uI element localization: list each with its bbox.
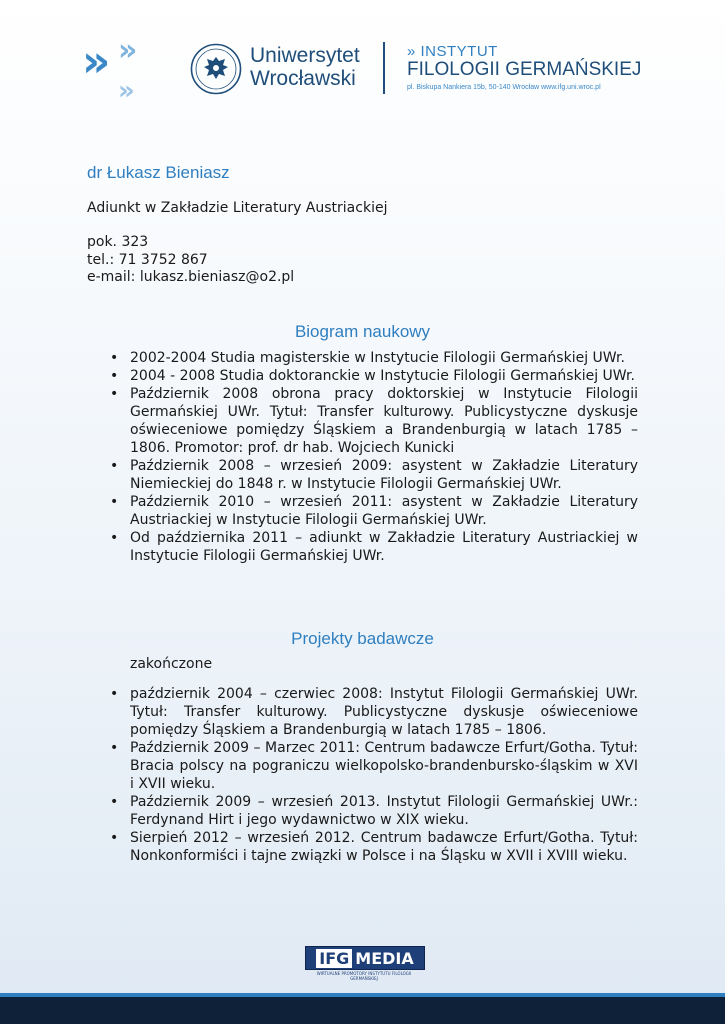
list-item: • Październik 2010 – wrzesień 2011: asystent w Zakładzie Literatury Austriackiej w Instytucie Filologii Germańskiej UWr. xyxy=(130,493,638,529)
list-item: • Październik 2009 – wrzesień 2013. Instytut Filologii Germańskiej UWr.: Ferdynand Hirt i jego wydawnictwo w XIX wieku. xyxy=(130,793,638,829)
university-name-line1: Uniwersytet xyxy=(250,44,360,67)
page-header xyxy=(0,0,725,120)
chevron-logo-icon: » xyxy=(118,76,135,106)
list-item: • Od października 2011 – adiunkt w Zakładzie Literatury Austriackiej w Instytucie Filologii Germańskiej UWr. xyxy=(130,529,638,565)
list-item: • Sierpień 2012 – wrzesień 2012. Centrum badawcze Erfurt/Gotha. Tytuł: Nonkonformiści i tajne związki w Polsce i na Śląsku w XVII i XVIII wieku. xyxy=(130,829,638,865)
institute-name-line2: FILOLOGII GERMAŃSKIEJ xyxy=(407,59,642,80)
chevron-logo-icon: » xyxy=(118,33,138,68)
chevron-logo-icon: » xyxy=(82,36,111,87)
room-number: pok. 323 xyxy=(87,234,149,250)
ifg-media-logo xyxy=(305,946,423,981)
logo-part-media: MEDIA xyxy=(355,948,414,968)
email-address: e-mail: lukasz.bieniasz@o2.pl xyxy=(87,269,295,285)
projects-list xyxy=(130,685,638,865)
list-item: • Październik 2008 obrona pracy doktorskiej w Instytucie Filologii Germańskiej UWr. Tytuł: Transfer kulturowy. Publicystyczne dyskusje oświeceniowe pomiędzy Śląskiem a Brandenburgią w latach 1785 – 1806. Promotor: prof. dr hab. Wojciech Kunicki xyxy=(130,385,638,457)
header-divider xyxy=(383,42,385,94)
list-item: • Październik 2009 – Marzec 2011: Centrum badawcze Erfurt/Gotha. Tytuł: Bracia polscy na pograniczu wielkopolsko-brandenbursko-śląskim w XVI i XVII wieku. xyxy=(130,739,638,793)
logo-part-ifg: IFG xyxy=(316,949,352,968)
list-item: • Październik 2008 – wrzesień 2009: asystent w Zakładzie Literatury Niemieckiej do 1848 r. w Instytucie Filologii Germańskiej UWr. xyxy=(130,457,638,493)
projects-subheading: zakończone xyxy=(130,656,213,672)
list-item: • październik 2004 – czerwiec 2008: Instytut Filologii Germańskiej UWr. Tytuł: Transfer kulturowy. Publicystyczne dyskusje oświeceniowe pomiędzy Śląskiem a Brandenburgią w latach 1785 – 1806. xyxy=(130,685,638,739)
person-name: dr Łukasz Bieniasz xyxy=(87,163,230,182)
university-seal-icon xyxy=(190,43,242,95)
list-item: • 2002-2004 Studia magisterskie w Instytucie Filologii Germańskiej UWr. xyxy=(130,349,638,367)
list-item: • 2004 - 2008 Studia doktoranckie w Instytucie Filologii Germańskiej UWr. xyxy=(130,367,638,385)
institute-name-line1: » INSTYTUT xyxy=(407,43,498,60)
university-name-line2: Wrocławski xyxy=(250,67,356,90)
projects-heading: Projekty badawcze xyxy=(291,629,434,648)
biogram-list xyxy=(130,349,638,565)
ifg-media-logo-box xyxy=(305,946,425,970)
page-footer-bar xyxy=(0,997,725,1024)
logo-tagline: WIRTUALNE PROMOTORY INSTYTUTU FILOLOGII GERMAŃSKIEJ xyxy=(316,971,412,981)
person-position: Adiunkt w Zakładzie Literatury Austriackiej xyxy=(87,200,388,216)
biogram-heading: Biogram naukowy xyxy=(294,322,431,341)
phone-number: tel.: 71 3752 867 xyxy=(87,252,208,268)
university-name xyxy=(250,44,360,90)
institute-address: pl. Biskupa Nankiera 15b, 50-140 Wrocław www.ifg.uni.wroc.pl xyxy=(407,84,601,91)
